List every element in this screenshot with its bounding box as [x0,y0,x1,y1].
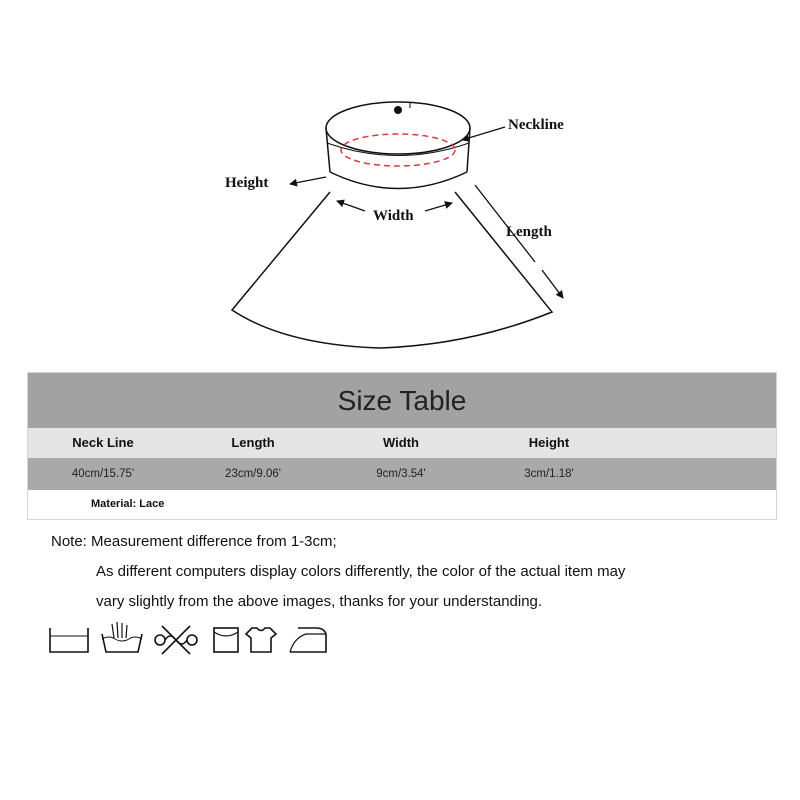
value-length: 23cm/9.06' [225,468,281,480]
note-line-1: Note: Measurement difference from 1-3cm; [51,533,337,550]
width-arrow-right [425,203,452,211]
value-height: 3cm/1.18' [524,468,574,480]
do-not-wring-icon [155,626,197,654]
height-arrow [290,177,326,184]
hand-wash-icon [102,622,142,652]
size-table-value-row [28,458,776,490]
note-line-3: vary slightly from the above images, thanks for your understanding. [96,593,543,610]
tumble-dry-icon [214,628,238,652]
wash-basin-icon [50,628,88,652]
header-neck-line: Neck Line [72,435,134,450]
material-label: Material: Lace [91,498,165,510]
hang-dry-icon [246,628,276,652]
size-table-header-row [28,428,776,458]
length-label: Length [506,224,552,240]
header-height: Height [528,435,570,450]
height-label: Height [225,175,269,191]
value-neck-line: 40cm/15.75' [71,468,135,480]
size-table-title: Size Table [28,373,776,428]
neckline-label: Neckline [508,117,564,133]
iron-icon [290,628,326,652]
note-line-2: As different computers display colors differently, the color of the actual item may [96,563,626,580]
collar-band-bottom [330,172,467,189]
header-width: Width [383,435,419,450]
material-row [28,490,776,519]
value-width: 9cm/3.54' [376,468,426,480]
collar-sketch [0,0,800,360]
button-dot [394,106,402,114]
collar-measurement-diagram [0,0,800,360]
width-label: Width [373,208,414,224]
header-length: Length [231,435,275,450]
length-arrow [542,270,563,298]
width-arrow-left [337,201,365,211]
care-icons [48,622,348,667]
size-table [27,372,777,520]
